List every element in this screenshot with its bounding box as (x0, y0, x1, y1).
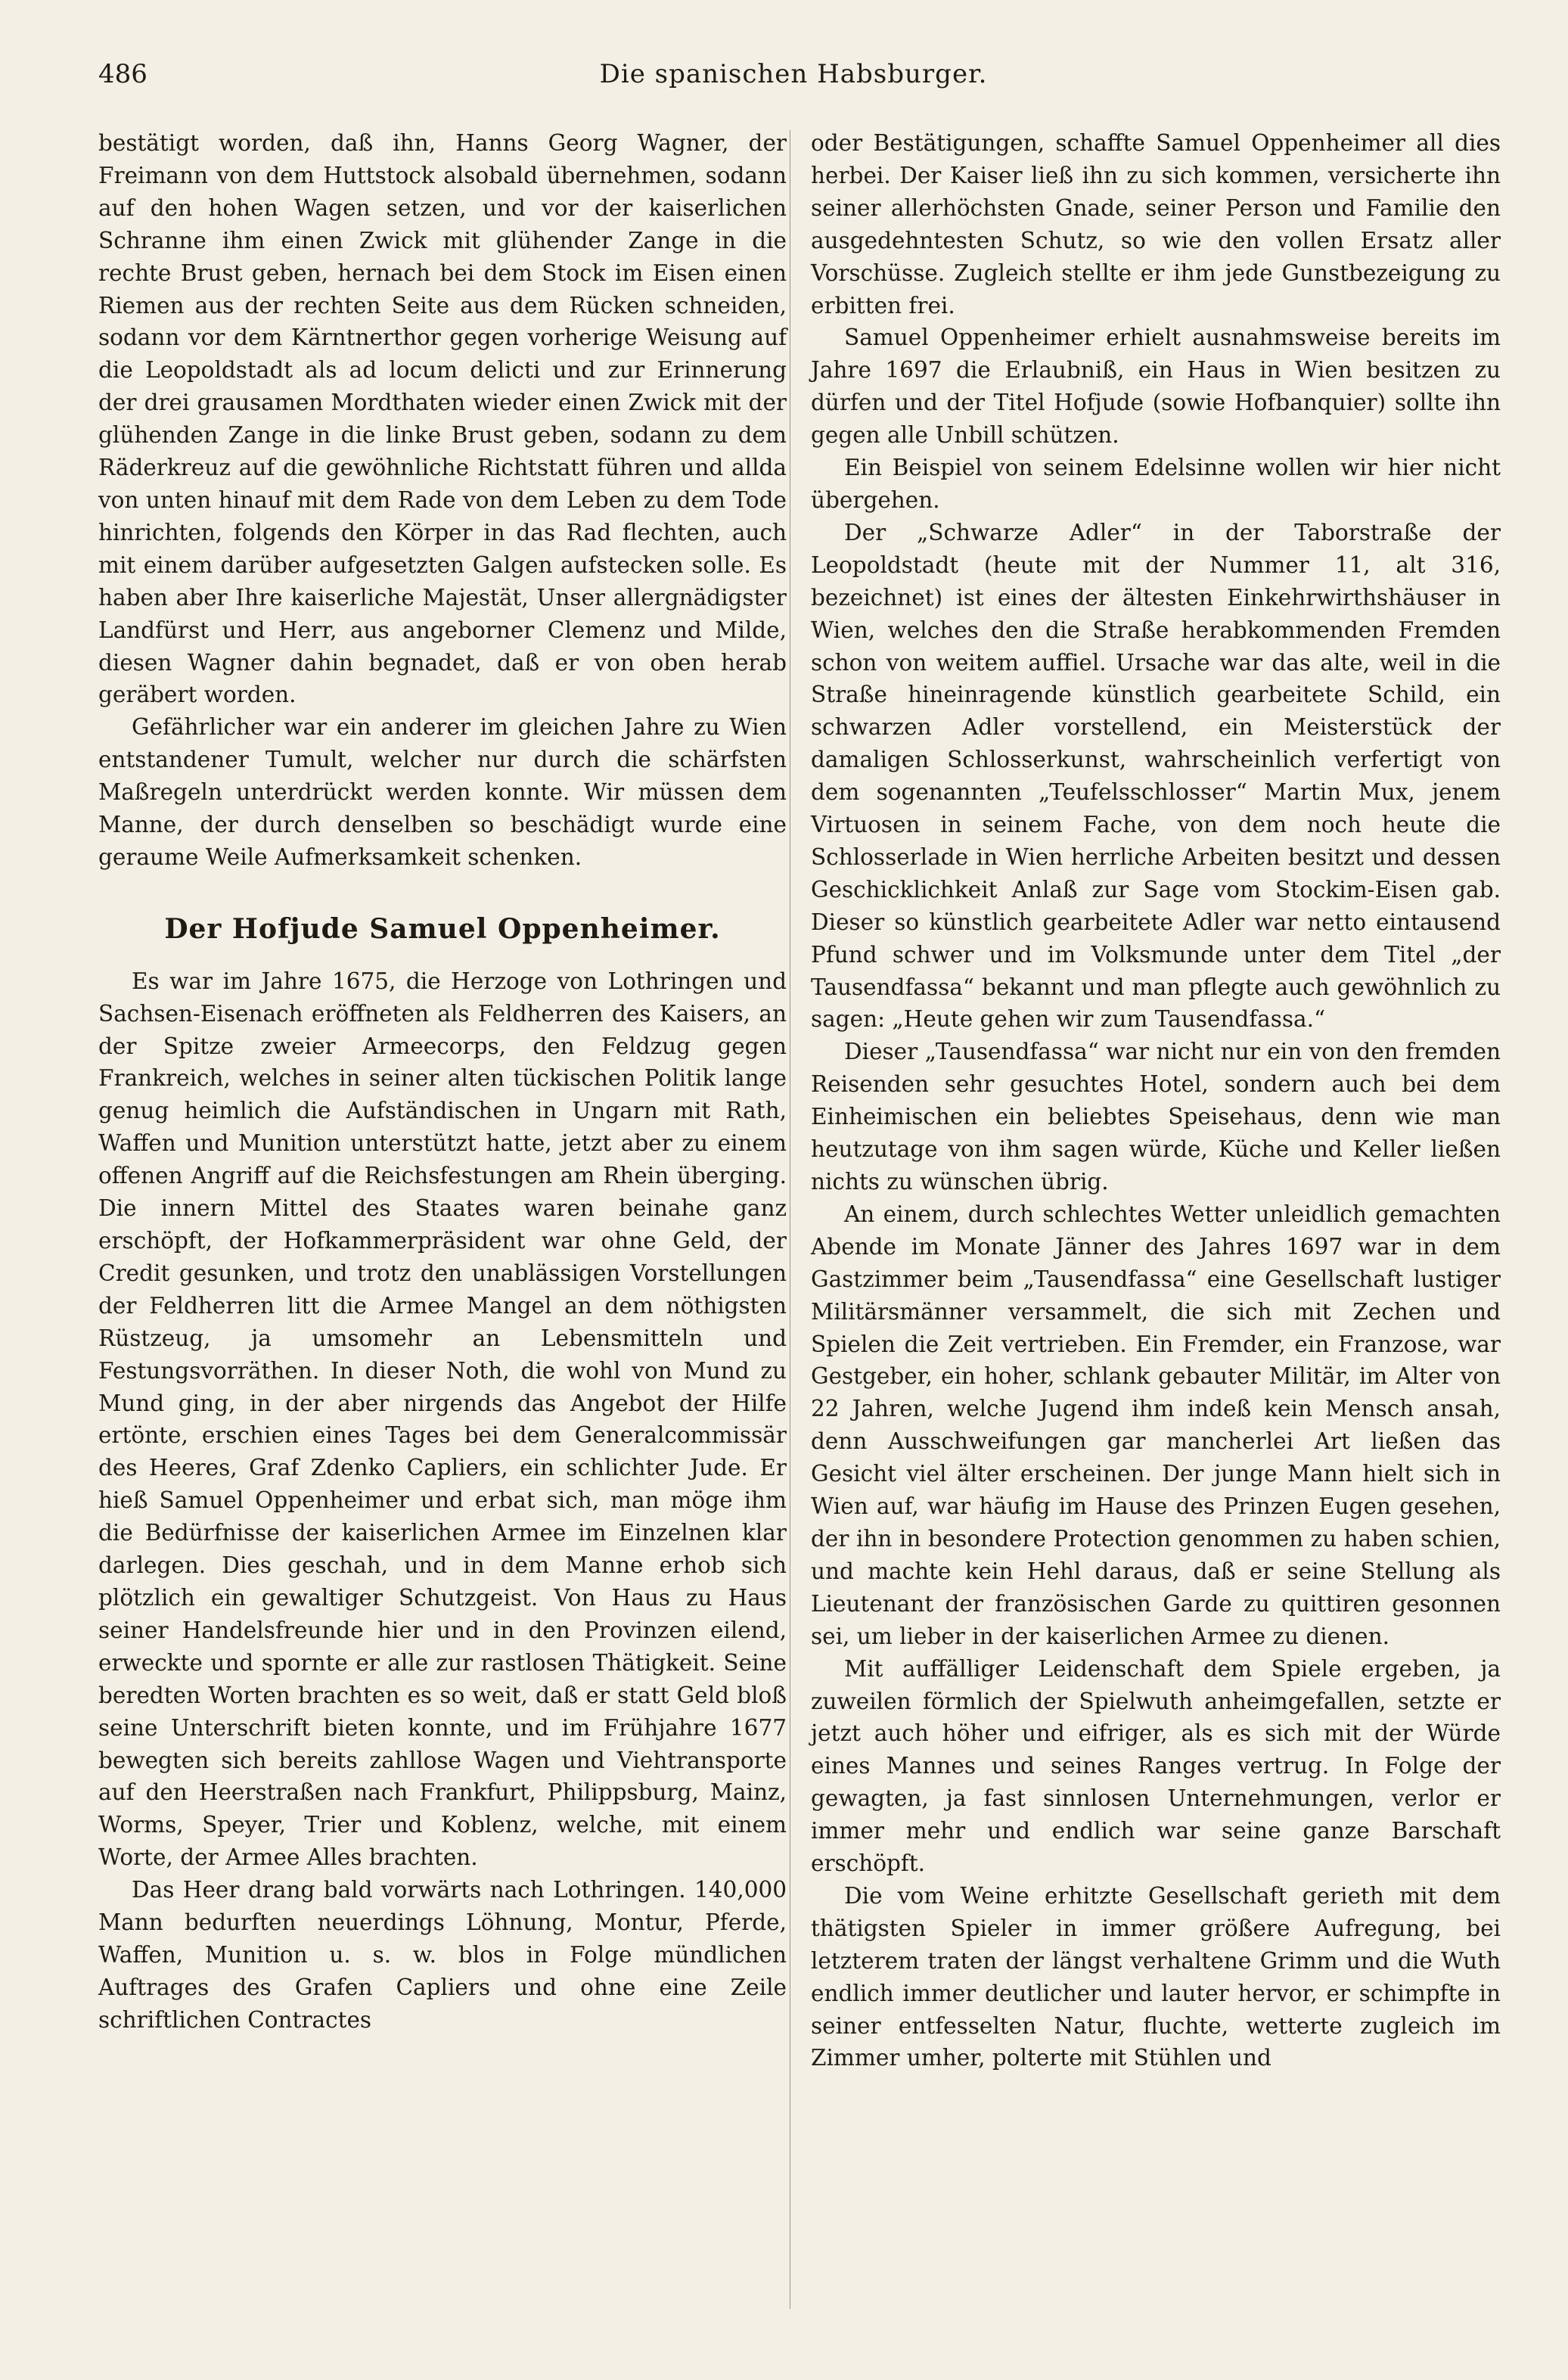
paragraph: Samuel Oppenheimer erhielt ausnahmsweise bereits im Jahre 1697 die Erlaubniß, ein Haus in Wien besitzen zu dürfen und der Titel Hofjude (sowie Hofbanquier) sollte ihn gegen alle Unbill schützen. (811, 325, 1501, 449)
paragraph: Gefährlicher war ein anderer im gleichen Jahre zu Wien entstandener Tumult, welcher nur durch die schärfsten Maßregeln unterdrückt werden konnte. Wir müssen dem Manne, der durch denselben so beschädigt wurde eine geraume Weile Aufmerksamkeit schenken. (98, 714, 787, 870)
paragraph: Der „Schwarze Adler“ in der Taborstraße der Leopoldstadt (heute mit der Nummer 11, alt 316, bezeichnet) ist eines der ältesten Einkehrwirthshäuser in Wien, welches den die Straße herabkommenden Fremden schon von weitem auffiel. Ursache war das alte, weil in die Straße hineinragende künstlich gearbeitete Schild, ein schwarzen Adler vorstellend, ein Meisterstück der damaligen Schlosserkunst, wahrscheinlich verfertigt von dem sogenannten „Teufelsschlosser“ Martin Mux, jenem Virtuosen in seinem Fache, von dem noch heute die Schlosserlade in Wien herrliche Arbeiten besitzt und dessen Geschicklichkeit Anlaß zur Sage vom Stockim-Eisen gab. Dieser so künstlich gearbeitete Adler war netto eintausend Pfund schwer und im Volksmunde unter dem Titel „der Tausendfassa“ bekannt und man pflegte auch gewöhnlich zu sagen: „Heute gehen wir zum Tausendfassa.“ (811, 519, 1501, 1033)
paragraph: Mit auffälliger Leidenschaft dem Spiele ergeben, ja zuweilen förmlich der Spielwuth anheimgefallen, setzte er jetzt auch höher und eifriger, als es sich mit der Würde eines Mannes und seines Ranges vertrug. In Folge der gewagten, ja fast sinnlosen Unternehmungen, verlor er immer mehr und endlich war seine ganze Barschaft erschöpft. (811, 1655, 1501, 1877)
left-column (98, 127, 787, 2037)
paragraph: An einem, durch schlechtes Wetter unleidlich gemachten Abende im Monate Jänner des Jahres 1697 war in dem Gastzimmer beim „Tausendfassa“ eine Gesellschaft lustiger Militärsmänner versammelt, die sich mit Zechen und Spielen die Zeit vertrieben. Ein Fremder, ein Franzose, war Gestgeber, ein hoher, schlank gebauter Militär, im Alter von 22 Jahren, welche Jugend ihm indeß kein Mensch ansah, denn Ausschweifungen gar mancherlei Art ließen das Gesicht viel älter erscheinen. Der junge Mann hielt sich in Wien auf, war häufig im Hause des Prinzen Eugen gesehen, der ihn in besondere Protection genommen zu haben schien, und machte kein Hehl daraus, daß er seine Stellung als Lieutenant der französischen Garde zu quittiren gesonnen sei, um lieber in der kaiserlichen Armee zu dienen. (811, 1201, 1501, 1649)
section-heading: Der Hofjude Samuel Oppenheimer. (164, 912, 721, 945)
page-header (98, 54, 1489, 92)
running-title: Die spanischen Habsburger. (599, 59, 988, 89)
paragraph: Das Heer drang bald vorwärts nach Lothringen. 140,000 Mann bedurften neuerdings Löhnung, Montur, Pferde, Waffen, Munition u. s. w. blos in Folge mündlichen Auftrages des Grafen Capliers und ohne eine Zeile schriftlichen Contractes (98, 1877, 787, 2033)
paragraph: Die vom Weine erhitzte Gesellschaft gerieth mit dem thätigsten Spieler in immer größere Aufregung, bei letzterem traten der längst verhaltene Grimm und die Wuth endlich immer deutlicher und lauter hervor, er schimpfte in seiner entfesselten Natur, fluchte, wetterte zugleich im Zimmer umher, polterte mit Stühlen und (811, 1882, 1501, 2071)
right-column (811, 127, 1501, 2074)
paragraph: oder Bestätigungen, schaffte Samuel Oppenheimer all dies herbei. Der Kaiser ließ ihn zu sich kommen, versicherte ihn seiner allerhöchsten Gnade, seiner Person und Familie den ausgedehntesten Schutz, so wie den vollen Ersatz aller Vorschüsse. Zugleich stellte er ihm jede Gunstbezeigung zu erbitten frei. (811, 130, 1501, 318)
paragraph: Ein Beispiel von seinem Edelsinne wollen wir hier nicht übergehen. (811, 455, 1501, 513)
paragraph: Es war im Jahre 1675, die Herzoge von Lothringen und Sachsen-Eisenach eröffneten als Feldherren des Kaisers, an der Spitze zweier Armeecorps, den Feldzug gegen Frankreich, welches in seiner alten tückischen Politik lange genug heimlich die Aufständischen in Ungarn mit Rath, Waffen und Munition unterstützt hatte, jetzt aber zu einem offenen Angriff auf die Reichsfestungen am Rhein überging. Die innern Mittel des Staates waren beinahe ganz erschöpft, der Hofkammerpräsident war ohne Geld, der Credit gesunken, und trotz den unablässigen Vorstellungen der Feldherren litt die Armee Mangel an dem nöthigsten Rüstzeug, ja umsomehr an Lebensmitteln und Festungsvorräthen. In dieser Noth, die wohl von Mund zu Mund ging, in der aber nirgends das Angebot der Hilfe ertönte, erschien eines Tages bei dem Generalcommissär des Heeres, Graf Zdenko Capliers, ein schlichter Jude. Er hieß Samuel Oppenheimer und erbat sich, man möge ihm die Bedürfnisse der kaiserlichen Armee im Einzelnen klar darlegen. Dies geschah, und in dem Manne erhob sich plötzlich ein gewaltiger Schutzgeist. Von Haus zu Haus seiner Handelsfreunde hier und in den Provinzen eilend, erweckte und spornte er alle zur rastlosen Thätigkeit. Seine beredten Worten brachten es so weit, daß er statt Geld bloß seine Unterschrift bieten konnte, und im Frühjahre 1677 bewegten sich bereits zahllose Wagen und Viehtransporte auf den Heerstraßen nach Frankfurt, Philippsburg, Mainz, Worms, Speyer, Trier und Koblenz, welche, mit einem Worte, der Armee Alles brachten. (98, 968, 787, 1871)
paragraph: bestätigt worden, daß ihn, Hanns Georg Wagner, der Freimann von dem Huttstock alsobald übernehmen, sodann auf den hohen Wagen setzen, und vor der kaiserlichen Schranne ihm einen Zwick mit glühender Zange in die rechte Brust geben, hernach bei dem Stock im Eisen einen Riemen aus der rechten Seite aus dem Rücken schneiden, sodann vor dem Kärntnerthor gegen vorherige Weisung auf die Leopoldstadt als ad locum delicti und zur Erinnerung der drei grausamen Mordthaten wieder einen Zwick mit der glühenden Zange in die linke Brust geben, sodann zu dem Räderkreuz auf die gewöhnliche Richtstatt führen und allda von unten hinauf mit dem Rade von dem Leben zu dem Tode hinrichten, folgends den Körper in das Rad flechten, auch mit einem darüber aufgesetzten Galgen aufstecken solle. Es haben aber Ihre kaiserliche Majestät, Unser allergnädigster Landfürst und Herr, aus angeborner Clemenz und Milde, diesen Wagner dahin begnadet, daß er von oben herab geräbert worden. (98, 130, 787, 708)
page-number: 486 (98, 59, 147, 89)
paragraph: Dieser „Tausendfassa“ war nicht nur ein von den fremden Reisenden sehr gesuchtes Hotel, sondern auch bei dem Einheimischen ein beliebtes Speisehaus, denn wie man heutzutage von ihm sagen würde, Küche und Keller ließen nichts zu wünschen übrig. (811, 1039, 1501, 1195)
